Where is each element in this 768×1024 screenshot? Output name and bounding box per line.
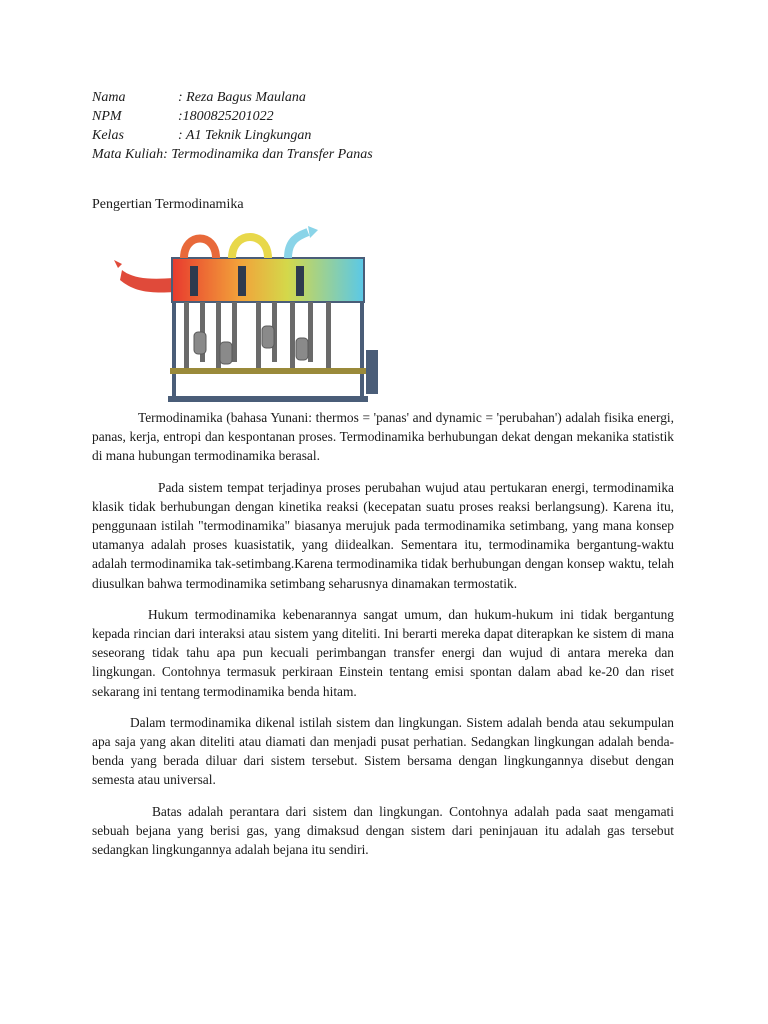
cylinder-block (172, 258, 364, 302)
frame-right (360, 302, 364, 398)
crankshaft (170, 368, 366, 374)
kelas-label: Kelas (92, 128, 124, 143)
paragraph-1: Termodinamika (bahasa Yunani: thermos = 'panas' and dynamic = 'perubahan') adalah fisika energi, panas, kerja, entropi dan kespontanan proses. Termodinamika berhubungan dekat dengan mekanika statistik di mana hubungan termodinamika berasal. (92, 410, 674, 464)
heat-engine-illustration (112, 222, 384, 408)
piston-1 (190, 266, 198, 296)
exhaust-pipe (288, 232, 308, 258)
info-row-kelas (92, 126, 692, 145)
flywheel (366, 350, 378, 394)
piston-3 (296, 266, 304, 296)
matkul-label: Mata Kuliah (92, 147, 164, 162)
info-row-matkul (92, 145, 692, 164)
exhaust-arrow-icon (308, 226, 318, 238)
paragraph-2: Pada sistem tempat terjadinya proses perubahan wujud atau pertukaran energi, termodinamika klasik tidak berhubungan dengan kinetika reaksi (kecepatan suatu proses reaksi berlangsung). Karena itu, penggunaan istilah "termodinamika" biasanya merujuk pada termodinamika setimbang, yang mana konsep utamanya adalah proses kuasistatik, yang diidealkan. Sementara itu, termodinamika bergantung-waktu adalah termodinamika tak-setimbang.Karena termodinamika tidak berhubungan dengan konsep waktu, telah diusulkan bahwa termodinamika setimbang seharusnya dinamakan termostatik. (92, 479, 674, 591)
matkul-value: : Termodinamika dan Transfer Panas (163, 147, 373, 162)
frame-base (168, 396, 368, 402)
transfer-loop-1 (184, 239, 216, 259)
paragraph-4: Dalam termodinamika dikenal istilah sistem dan lingkungan. Sistem adalah benda atau sekumpulan apa saja yang akan diteliti atau diamati dan menjadi pusat perhatian. Sedangkan lingkungan adalah benda-benda yang berada diluar dari sistem tersebut. Sistem bersama dengan lingkungannya disebut dengan semesta atau universal. (92, 714, 674, 788)
inlet-pipe (120, 270, 174, 293)
section-title: Pengertian Termodinamika (92, 197, 244, 212)
info-row-nama (92, 88, 692, 107)
body-text (92, 408, 674, 859)
nama-label: Nama (92, 90, 126, 105)
paragraph-3: Hukum termodinamika kebenarannya sangat umum, dan hukum-hukum ini tidak bergantung kepada rincian dari interaksi atau sistem yang diteliti. Ini berarti mereka dapat diterapkan ke sistem di mana seseorang tidak tahu apa pun kecuali perimbangan transfer energi dan wujud di antara mereka dan lingkungan. Contohnya termasuk perkiraan Einstein tentang emisi spontan dalam abad ke-20 dan riset sekarang ini tentang termodinamika benda hitam. (92, 606, 674, 699)
heat-engine-svg (112, 222, 384, 408)
piston-2 (238, 266, 246, 296)
npm-value: :1800825201022 (178, 109, 274, 124)
info-row-npm (92, 107, 692, 126)
transfer-loop-2 (232, 237, 268, 258)
paragraph-5: Batas adalah perantara dari sistem dan lingkungan. Contohnya adalah pada saat mengamati sebuah bejana yang berisi gas, yang dimaksud dengan sistem dari peninjauan itu adalah gas tersebut sedangkan lingkungannya adalah bejana itu sendiri. (92, 803, 674, 858)
npm-label: NPM (92, 109, 122, 124)
inlet-arrow-icon (114, 260, 122, 268)
frame-left (172, 302, 176, 398)
nama-value: : Reza Bagus Maulana (178, 90, 306, 105)
student-info-header (92, 88, 692, 164)
kelas-value: : A1 Teknik Lingkungan (178, 128, 312, 143)
